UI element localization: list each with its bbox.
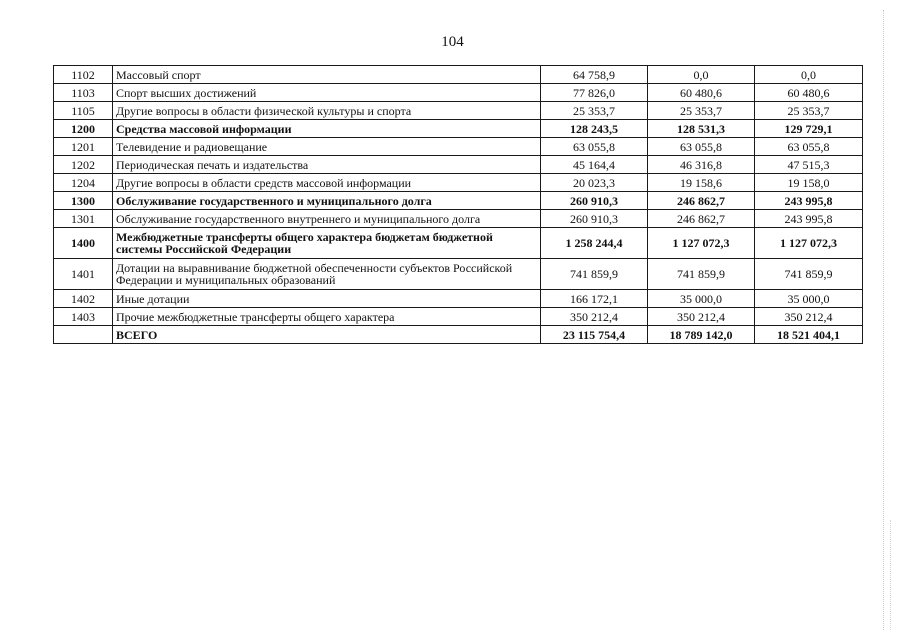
row-name: Другие вопросы в области средств массовой информации bbox=[113, 174, 541, 192]
row-code: 1300 bbox=[54, 192, 113, 210]
row-value-1: 741 859,9 bbox=[541, 259, 648, 290]
table-row bbox=[54, 156, 863, 174]
row-value-3: 741 859,9 bbox=[755, 259, 863, 290]
table-body bbox=[54, 66, 863, 344]
total-row bbox=[54, 326, 863, 344]
row-value-2: 35 000,0 bbox=[648, 290, 755, 308]
total-value-1: 23 115 754,4 bbox=[541, 326, 648, 344]
total-code bbox=[54, 326, 113, 344]
row-value-1: 64 758,9 bbox=[541, 66, 648, 84]
table-row bbox=[54, 84, 863, 102]
scan-margin-line bbox=[883, 10, 885, 630]
row-value-2: 0,0 bbox=[648, 66, 755, 84]
table-row bbox=[54, 66, 863, 84]
row-value-2: 1 127 072,3 bbox=[648, 228, 755, 259]
row-value-1: 260 910,3 bbox=[541, 210, 648, 228]
row-code: 1200 bbox=[54, 120, 113, 138]
row-value-1: 128 243,5 bbox=[541, 120, 648, 138]
table-row bbox=[54, 192, 863, 210]
row-code: 1301 bbox=[54, 210, 113, 228]
row-code: 1204 bbox=[54, 174, 113, 192]
row-value-2: 128 531,3 bbox=[648, 120, 755, 138]
row-value-1: 45 164,4 bbox=[541, 156, 648, 174]
row-code: 1400 bbox=[54, 228, 113, 259]
row-value-2: 19 158,6 bbox=[648, 174, 755, 192]
row-value-1: 25 353,7 bbox=[541, 102, 648, 120]
row-name: Прочие межбюджетные трансферты общего характера bbox=[113, 308, 541, 326]
row-value-3: 243 995,8 bbox=[755, 210, 863, 228]
row-code: 1403 bbox=[54, 308, 113, 326]
row-value-3: 35 000,0 bbox=[755, 290, 863, 308]
table-row bbox=[54, 120, 863, 138]
row-code: 1402 bbox=[54, 290, 113, 308]
table-row bbox=[54, 102, 863, 120]
row-value-2: 741 859,9 bbox=[648, 259, 755, 290]
row-value-1: 77 826,0 bbox=[541, 84, 648, 102]
row-value-2: 350 212,4 bbox=[648, 308, 755, 326]
row-value-3: 63 055,8 bbox=[755, 138, 863, 156]
row-value-3: 129 729,1 bbox=[755, 120, 863, 138]
row-code: 1401 bbox=[54, 259, 113, 290]
row-value-1: 260 910,3 bbox=[541, 192, 648, 210]
table-row bbox=[54, 228, 863, 259]
row-code: 1105 bbox=[54, 102, 113, 120]
row-name: Обслуживание государственного и муниципального долга bbox=[113, 192, 541, 210]
row-name: Обслуживание государственного внутреннего и муниципального долга bbox=[113, 210, 541, 228]
total-value-3: 18 521 404,1 bbox=[755, 326, 863, 344]
total-label: ВСЕГО bbox=[113, 326, 541, 344]
table-row bbox=[54, 174, 863, 192]
row-name: Другие вопросы в области физической культуры и спорта bbox=[113, 102, 541, 120]
row-value-2: 46 316,8 bbox=[648, 156, 755, 174]
row-value-1: 63 055,8 bbox=[541, 138, 648, 156]
row-value-1: 350 212,4 bbox=[541, 308, 648, 326]
scan-margin-line-secondary bbox=[890, 520, 892, 630]
row-code: 1201 bbox=[54, 138, 113, 156]
row-value-1: 1 258 244,4 bbox=[541, 228, 648, 259]
table-row bbox=[54, 210, 863, 228]
row-code: 1202 bbox=[54, 156, 113, 174]
row-value-3: 47 515,3 bbox=[755, 156, 863, 174]
row-value-2: 246 862,7 bbox=[648, 192, 755, 210]
table-row bbox=[54, 259, 863, 290]
row-value-3: 243 995,8 bbox=[755, 192, 863, 210]
row-value-3: 350 212,4 bbox=[755, 308, 863, 326]
row-name: Дотации на выравнивание бюджетной обеспеченности субъектов Российской Федерации и муниципальных образований bbox=[113, 259, 541, 290]
table-row bbox=[54, 138, 863, 156]
row-value-3: 25 353,7 bbox=[755, 102, 863, 120]
row-name: Межбюджетные трансферты общего характера бюджетам бюджетной системы Российской Федерации bbox=[113, 228, 541, 259]
page-number: 104 bbox=[441, 34, 464, 50]
row-value-3: 0,0 bbox=[755, 66, 863, 84]
row-value-2: 246 862,7 bbox=[648, 210, 755, 228]
row-code: 1102 bbox=[54, 66, 113, 84]
row-value-2: 25 353,7 bbox=[648, 102, 755, 120]
row-name: Массовый спорт bbox=[113, 66, 541, 84]
row-value-1: 166 172,1 bbox=[541, 290, 648, 308]
row-value-3: 60 480,6 bbox=[755, 84, 863, 102]
row-value-3: 1 127 072,3 bbox=[755, 228, 863, 259]
total-value-2: 18 789 142,0 bbox=[648, 326, 755, 344]
table-row bbox=[54, 290, 863, 308]
row-code: 1103 bbox=[54, 84, 113, 102]
row-value-2: 60 480,6 bbox=[648, 84, 755, 102]
row-name: Иные дотации bbox=[113, 290, 541, 308]
row-value-1: 20 023,3 bbox=[541, 174, 648, 192]
row-name: Периодическая печать и издательства bbox=[113, 156, 541, 174]
row-name: Спорт высших достижений bbox=[113, 84, 541, 102]
table-row bbox=[54, 308, 863, 326]
row-value-2: 63 055,8 bbox=[648, 138, 755, 156]
budget-expenditure-table bbox=[53, 65, 863, 344]
row-name: Средства массовой информации bbox=[113, 120, 541, 138]
row-name: Телевидение и радиовещание bbox=[113, 138, 541, 156]
row-value-3: 19 158,0 bbox=[755, 174, 863, 192]
